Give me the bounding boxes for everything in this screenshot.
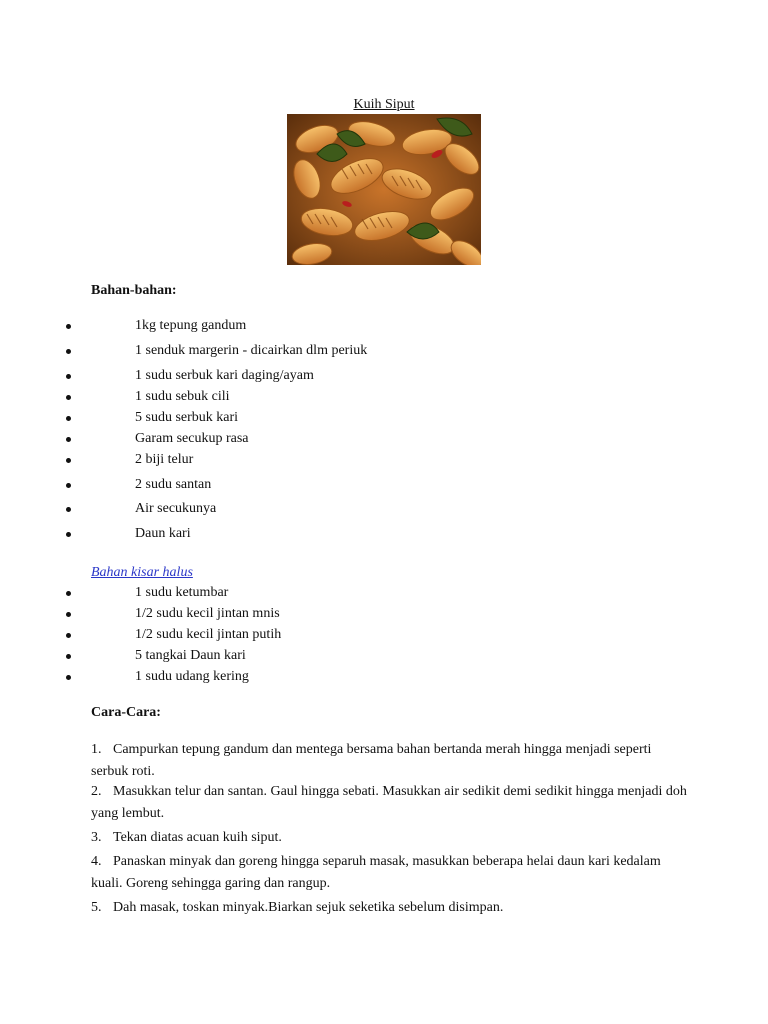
list-item: 1/2 sudu kecil jintan mnis: [0, 606, 700, 624]
bullet-icon: [66, 654, 71, 659]
bullet-icon: [66, 458, 71, 463]
food-image-icon: [287, 114, 481, 265]
bullet-icon: [66, 437, 71, 442]
list-item: 5 tangkai Daun kari: [0, 648, 700, 666]
kuih-siput-photo: [287, 114, 481, 265]
bullet-icon: [66, 349, 71, 354]
bullet-icon: [66, 374, 71, 379]
list-item: 2 sudu santan: [0, 477, 700, 495]
bullet-icon: [66, 324, 71, 329]
bullet-icon: [66, 483, 71, 488]
list-item: Garam secukup rasa: [0, 431, 700, 449]
method-heading: Cara-Cara:: [91, 705, 161, 720]
list-item: 1/2 sudu kecil jintan putih: [0, 627, 700, 645]
bullet-icon: [66, 591, 71, 596]
bullet-icon: [66, 633, 71, 638]
bullet-icon: [66, 532, 71, 537]
list-item: Air secukunya: [0, 501, 700, 519]
list-item: 1 sudu udang kering: [0, 669, 700, 687]
list-item: 2 biji telur: [0, 452, 700, 470]
list-item: 1kg tepung gandum: [0, 318, 700, 336]
list-item: 1 sudu ketumbar: [0, 585, 700, 603]
list-item: 1 sudu sebuk cili: [0, 389, 700, 407]
page-title: Kuih Siput: [353, 97, 415, 112]
method-step: 5. Dah masak, toskan minyak.Biarkan sejuk seketika sebelum disimpan.: [91, 900, 504, 915]
list-item: 1 senduk margerin - dicairkan dlm periuk: [0, 343, 700, 361]
bullet-icon: [66, 395, 71, 400]
bullet-icon: [66, 416, 71, 421]
ground-ingredients-heading[interactable]: Bahan kisar halus: [91, 565, 193, 580]
bullet-icon: [66, 612, 71, 617]
bullet-icon: [66, 507, 71, 512]
method-step: 4. Panaskan minyak dan goreng hingga separuh masak, masukkan beberapa helai daun kari kedalam kuali. Goreng sehingga garing dan rangup.: [91, 854, 661, 891]
list-item: 1 sudu serbuk kari daging/ayam: [0, 368, 700, 386]
ingredients-heading: Bahan-bahan:: [91, 283, 177, 298]
list-item: 5 sudu serbuk kari: [0, 410, 700, 428]
method-step: 2. Masukkan telur dan santan. Gaul hingga sebati. Masukkan air sedikit demi sedikit hingga menjadi doh yang lembut.: [91, 784, 687, 821]
method-step: 3. Tekan diatas acuan kuih siput.: [91, 830, 282, 845]
bullet-icon: [66, 675, 71, 680]
method-step: 1. Campurkan tepung gandum dan mentega bersama bahan bertanda merah hingga menjadi seperti serbuk roti.: [91, 742, 652, 779]
list-item: Daun kari: [0, 526, 700, 544]
